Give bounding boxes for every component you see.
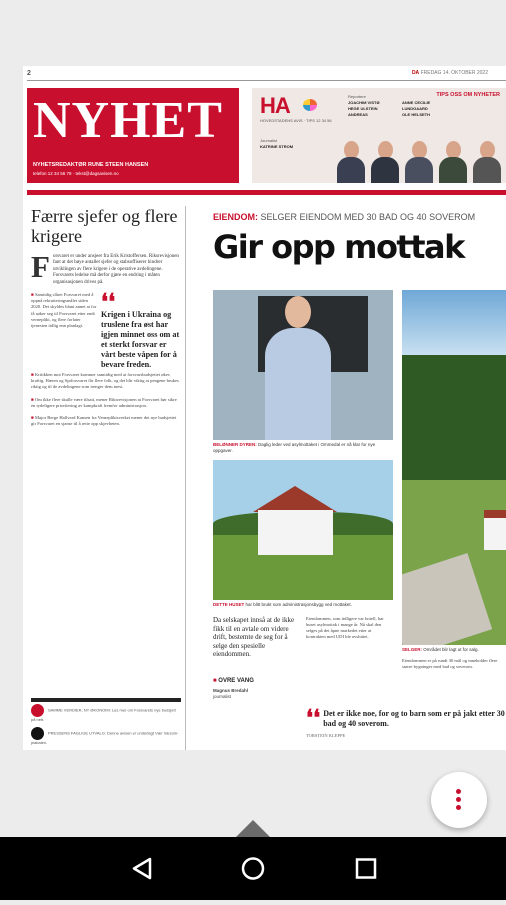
photo-house xyxy=(213,460,393,600)
top-bar xyxy=(0,0,506,66)
red-divider xyxy=(27,190,506,195)
photo-portrait xyxy=(213,290,393,440)
newspaper-page[interactable] xyxy=(23,66,506,750)
section-masthead xyxy=(27,88,239,183)
home-icon xyxy=(223,837,283,900)
staff-box xyxy=(252,88,506,183)
staff-photo xyxy=(404,139,434,183)
footer-note-2: PRESSENS FAGLIGE UTVALG: Denne avisen er underlagt Vær Varsom-plakaten. xyxy=(31,727,181,745)
more-options-button[interactable] xyxy=(431,772,487,828)
page-date: DA FREDAG 14. OKTOBER 2022 xyxy=(411,70,488,76)
paper-logo: HA xyxy=(260,93,290,118)
tips-title: TIPS OSS OM NYHETER xyxy=(436,92,500,98)
logo-mark-icon xyxy=(303,99,317,111)
caption-aerial: SELGER: Området blir lagt ut for salg. xyxy=(402,647,479,652)
footer-bar xyxy=(31,698,181,702)
left-body: ❛❛ Krigen i Ukraina og truslene fra øst har igjen minnet oss om at et sterkt forsvar er vårt beste våpen for å bevare freden. ■ Samtidig slåret Forsvaret med å oppnå rekrutteringsmålet siden 2020. Det skyldes blant annet at for få søker seg til Forsvaret etter endt verneplikt, og flere forlater tjenesten tidlig enn planlagt. xyxy=(31,292,181,329)
dropcap: F xyxy=(31,249,50,284)
staff-column-1: Reportere JOACHIM VISTØ HEGE ULSTEIN ANDREAS xyxy=(348,94,380,117)
logo-subtitle: HOVEDSTADENS AVIS · TIPS 12 34 56 xyxy=(260,118,332,123)
staff-photo xyxy=(438,139,468,183)
staff-photo xyxy=(336,139,366,183)
footer-note-1: SAMME VERDIER, NY ØKONOMI: Les mer om Forsvarets nye budsjett på nett. xyxy=(31,704,181,722)
page-number: 2 xyxy=(27,70,31,77)
staff-column-2: ANNE CECILIE LUNDGAARD OLE HELSETH xyxy=(402,100,431,117)
section-label: ■ OVRE VANG xyxy=(213,678,254,684)
staff-bottom: Journalist KATRINE STROM xyxy=(260,138,294,149)
byline: Magnus Bredahl journalist xyxy=(213,688,249,699)
editor-line: NYHETSREDAKTØR RUNE STEEN HANSEN xyxy=(33,162,149,168)
left-intro: F orsvaret er under ansjeer fra Erik Kristoffersen. Riksrevisjonen fant at det høye antallet sjefer og stabsoffiserer hindrer utviklingen av flere krigere i de operative avdelingene. Forsvarets ledelse må derfor gjøre en endring i måten organisasjonen drives på. xyxy=(31,249,179,285)
main-lead: Da selskapet innså at de ikke fikk til en avtale om videre drift, bestemte de seg for å selge den spesielle eiendommen. xyxy=(213,616,295,658)
caption-portrait: BELØNNER DYREN: Daglig leder ved asylmottaket i Ommedal er nå klar for nye oppgaver. xyxy=(213,442,376,453)
page-header xyxy=(27,70,506,80)
photo-aerial xyxy=(402,290,506,645)
main-headline: Gir opp mottak xyxy=(213,228,464,266)
home-button[interactable] xyxy=(223,837,283,900)
back-button[interactable] xyxy=(112,837,172,900)
staff-photo xyxy=(370,139,400,183)
staff-photo xyxy=(472,139,502,183)
left-headline: Færre sjefer og flere krigere xyxy=(31,206,178,246)
caption-house: DETTE HUSET har blitt brukt som administrasjonsbygg ved mottaket. xyxy=(213,602,352,607)
main-column-2: Eiendommen, som tidligere var hotell, har huset asylmottak i mange år. Nå skal den selges på det åpne markedet etter at kontrakten med UDI ble avsluttet. xyxy=(306,616,384,639)
main-column-3: Eiendommen er på rundt 30 mål og inneholder flere større bygninger med bad og soverom. xyxy=(402,658,498,669)
left-body-3: ■ Om ikke flere skulle være tilsatt, mener Riksrevisjonen at Forsvaret bør sikre en tydeligere prioritering av kampkraft fremfor administrasjon. xyxy=(31,397,181,409)
tips-line: telefon 12 34 56 78 · tekst@dagsavisen.no xyxy=(33,171,119,176)
header-rule xyxy=(27,80,506,81)
left-body-2: ■ Kritikken mot Forsvaret kommer samtidig med at forsvarsbudsjettet økes kraftig. Hæren og Sjøforsvaret får flere folk, og det blir viktig at pengene brukes riktig og til de avdelingene som trenger dem mest. xyxy=(31,372,181,391)
staff-photos xyxy=(336,138,506,183)
section-title: NYHET xyxy=(33,92,223,149)
back-icon xyxy=(112,837,172,900)
system-nav-bar xyxy=(0,837,506,900)
toolbar-toggle-handle[interactable] xyxy=(236,820,270,837)
recent-apps-button[interactable] xyxy=(336,837,396,900)
main-quote: ❛❛ Det er ikke noe, for og to barn som er på jakt etter 30 bad og 40 soverom. TORSTEIN KLEPPE xyxy=(306,705,505,738)
pull-quote: ❛❛ Krigen i Ukraina og truslene fra øst har igjen minnet oss om at et sterkt forsvar er vårt beste våpen for å bevare freden. xyxy=(101,289,180,370)
recent-apps-icon xyxy=(336,837,396,900)
main-kicker: EIENDOM: SELGER EIENDOM MED 30 BAD OG 40 SOVEROM xyxy=(213,212,476,222)
left-article xyxy=(31,206,186,750)
left-body-4: ■ Major Berge Hallvard Kansen fra Vernepliktsverket mener det nye budsjettet gir Forsvaret en sjanse til å rette opp skjevheten. xyxy=(31,415,181,427)
